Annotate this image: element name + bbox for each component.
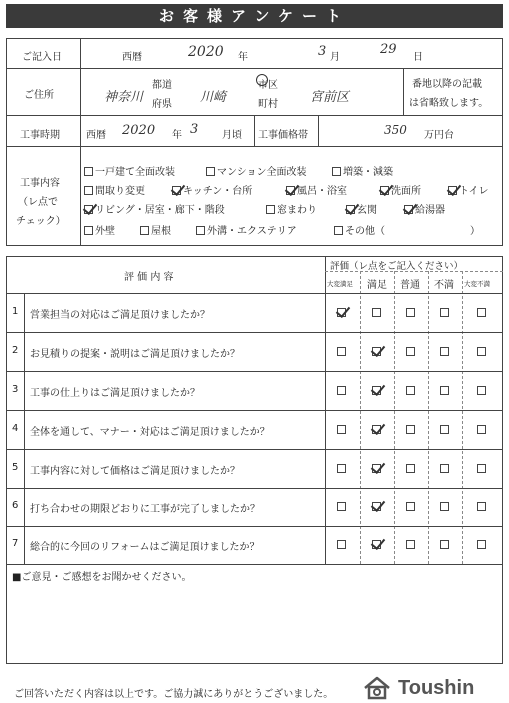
checkbox xyxy=(266,205,275,214)
date-month: 3 xyxy=(318,44,327,59)
work-item[interactable]: 外溝・エクステリア xyxy=(196,222,297,237)
work-item[interactable]: 間取り変更 xyxy=(84,182,145,197)
question-text: 工事内容に対して価格はご満足頂けましたか？ xyxy=(30,465,240,477)
rating-checkbox[interactable] xyxy=(477,308,486,317)
rating-checkbox-checked[interactable] xyxy=(372,386,381,395)
question-text: 工事の仕上りはご満足頂けましたか？ xyxy=(30,387,200,399)
price-unit: 万円台 xyxy=(424,130,454,141)
rating-checkbox[interactable] xyxy=(440,425,449,434)
checkbox xyxy=(84,226,93,235)
work-item[interactable]: 玄関 xyxy=(346,201,377,216)
work-item[interactable]: リビング・居室・廊下・階段 xyxy=(84,201,225,216)
checkbox-checked xyxy=(346,205,355,214)
question-text: 打ち合わせの期限どおりに工事が完了しましたか？ xyxy=(30,504,260,515)
period-era: 西暦 xyxy=(86,130,106,141)
checkbox xyxy=(206,167,215,176)
rating-checkbox-checked[interactable] xyxy=(372,464,381,473)
rating-checkbox[interactable] xyxy=(440,540,449,549)
rating-checkbox[interactable] xyxy=(406,308,415,317)
address-to-do-label: 都道 xyxy=(152,80,172,91)
work-item[interactable]: 風呂・浴室 xyxy=(286,182,347,197)
date-year: 2020 xyxy=(188,44,224,60)
rating-checkbox[interactable] xyxy=(337,502,346,511)
question-number: 3 xyxy=(12,383,19,395)
address-note-line2: は省略致します。 xyxy=(409,98,489,109)
rating-checkbox[interactable] xyxy=(440,502,449,511)
checkbox xyxy=(196,226,205,235)
address-label: ご住所 xyxy=(24,90,54,101)
rating-checkbox[interactable] xyxy=(440,308,449,317)
scale-dissatisfied: 不満 xyxy=(434,280,454,291)
scale-very-dissatisfied: 大変不満 xyxy=(464,280,490,288)
rating-checkbox[interactable] xyxy=(337,425,346,434)
comments-label: ■ご意見・ご感想をお聞かせください。 xyxy=(12,572,192,583)
address-prefecture: 神奈川 xyxy=(104,90,144,105)
rating-checkbox-checked[interactable] xyxy=(337,308,346,317)
rating-checkbox[interactable] xyxy=(440,347,449,356)
scale-satisfied: 満足 xyxy=(367,280,387,291)
date-month-unit: 月 xyxy=(330,52,340,63)
question-number: 6 xyxy=(12,500,19,511)
rating-checkbox[interactable] xyxy=(406,347,415,356)
work-item[interactable]: 洗面所 xyxy=(380,182,421,197)
date-day-unit: 日 xyxy=(413,52,423,63)
period-year: 2020 xyxy=(122,123,156,138)
checkbox xyxy=(84,167,93,176)
rating-checkbox[interactable] xyxy=(477,540,486,549)
rating-checkbox[interactable] xyxy=(477,425,486,434)
rating-checkbox-checked[interactable] xyxy=(372,540,381,549)
other-close-paren: ） xyxy=(470,226,480,237)
date-year-unit: 年 xyxy=(238,52,248,63)
house-logo-icon xyxy=(362,676,392,700)
rating-checkbox[interactable] xyxy=(477,386,486,395)
date-era: 西暦 xyxy=(122,52,142,63)
work-label-line2: （レ点で xyxy=(18,197,58,208)
rating-checkbox[interactable] xyxy=(406,540,415,549)
address-fu-ken-label: 府県 xyxy=(152,99,172,110)
checkbox-checked xyxy=(448,186,457,195)
checkbox-checked xyxy=(286,186,295,195)
period-month-unit: 月頃 xyxy=(222,130,242,141)
work-item[interactable]: マンション全面改装 xyxy=(206,163,307,178)
rating-checkbox[interactable] xyxy=(337,386,346,395)
question-text: 営業担当の対応はご満足頂けましたか？ xyxy=(30,309,210,321)
work-item[interactable]: 一戸建て全面改装 xyxy=(84,163,175,178)
address-note-line1: 番地以降の記載 xyxy=(412,79,482,90)
question-number: 2 xyxy=(12,344,19,356)
rating-checkbox[interactable] xyxy=(477,464,486,473)
period-month: 3 xyxy=(190,122,199,137)
address-ward: 宮前区 xyxy=(310,90,350,105)
checkbox xyxy=(334,226,343,235)
price-value: 350 xyxy=(384,123,407,137)
price-label: 工事価格帯 xyxy=(258,130,308,141)
address-city: 川崎 xyxy=(200,90,227,105)
work-item[interactable]: キッチン・台所 xyxy=(172,182,252,197)
brand-name: Toushin xyxy=(398,677,475,699)
rating-checkbox[interactable] xyxy=(440,386,449,395)
period-year-unit: 年 xyxy=(172,130,182,141)
scale-normal: 普通 xyxy=(400,280,420,291)
checkbox xyxy=(140,226,149,235)
rating-checkbox[interactable] xyxy=(440,464,449,473)
checkbox-checked xyxy=(404,205,413,214)
work-item[interactable]: その他（ xyxy=(334,222,385,237)
address-cho-son-label: 町村 xyxy=(258,99,278,110)
rating-checkbox[interactable] xyxy=(477,502,486,511)
survey-title: お客様アンケート xyxy=(6,4,503,28)
work-item[interactable]: 窓まわり xyxy=(266,201,317,216)
content-header: 評 価 内 容 xyxy=(124,272,174,283)
rating-checkbox[interactable] xyxy=(337,464,346,473)
rating-checkbox[interactable] xyxy=(406,386,415,395)
checkbox-checked xyxy=(172,186,181,195)
question-text: 全体を通して、マナー・対応はご満足頂けましたか？ xyxy=(30,426,270,438)
work-label-line3: チェック） xyxy=(16,216,66,227)
rating-checkbox[interactable] xyxy=(406,464,415,473)
work-item[interactable]: 外壁 xyxy=(84,222,115,237)
work-item[interactable]: 増築・減築 xyxy=(332,163,393,178)
rating-checkbox-checked[interactable] xyxy=(372,502,381,511)
work-item[interactable]: 給湯器 xyxy=(404,201,445,216)
checkbox-checked xyxy=(380,186,389,195)
rating-checkbox-checked[interactable] xyxy=(372,347,381,356)
address-shi-ku-label: 市区 xyxy=(258,80,278,91)
rating-header: 評価（レ点をご記入ください） xyxy=(330,261,464,272)
question-text: 総合的に今回のリフォームはご満足頂けましたか？ xyxy=(30,542,260,553)
date-label: ご記入日 xyxy=(22,52,62,63)
work-item[interactable]: 屋根 xyxy=(140,222,171,237)
question-number: 5 xyxy=(12,461,19,473)
question-text: お見積りの提案・説明はご満足頂けましたか？ xyxy=(30,348,240,360)
checkbox-checked xyxy=(84,205,93,214)
scale-very-satisfied: 大変満足 xyxy=(327,280,353,288)
rating-checkbox-checked[interactable] xyxy=(372,425,381,434)
rating-checkbox[interactable] xyxy=(337,540,346,549)
rating-checkbox[interactable] xyxy=(477,347,486,356)
date-day: 29 xyxy=(380,42,397,57)
rating-checkbox[interactable] xyxy=(406,502,415,511)
work-item[interactable]: トイレ xyxy=(448,182,489,197)
question-number: 4 xyxy=(12,422,19,434)
rating-checkbox[interactable] xyxy=(372,308,381,317)
work-label-line1: 工事内容 xyxy=(20,178,60,189)
question-number: 1 xyxy=(12,305,19,317)
question-number: 7 xyxy=(12,538,19,549)
comments-area[interactable] xyxy=(8,582,501,662)
rating-checkbox[interactable] xyxy=(406,425,415,434)
checkbox xyxy=(84,186,93,195)
footer-thanks: ご回答いただく内容は以上です。ご協力誠にありがとうございました。 xyxy=(14,689,334,700)
period-label: 工事時期 xyxy=(20,130,60,141)
checkbox xyxy=(332,167,341,176)
rating-checkbox[interactable] xyxy=(337,347,346,356)
shi-circle xyxy=(256,74,268,86)
